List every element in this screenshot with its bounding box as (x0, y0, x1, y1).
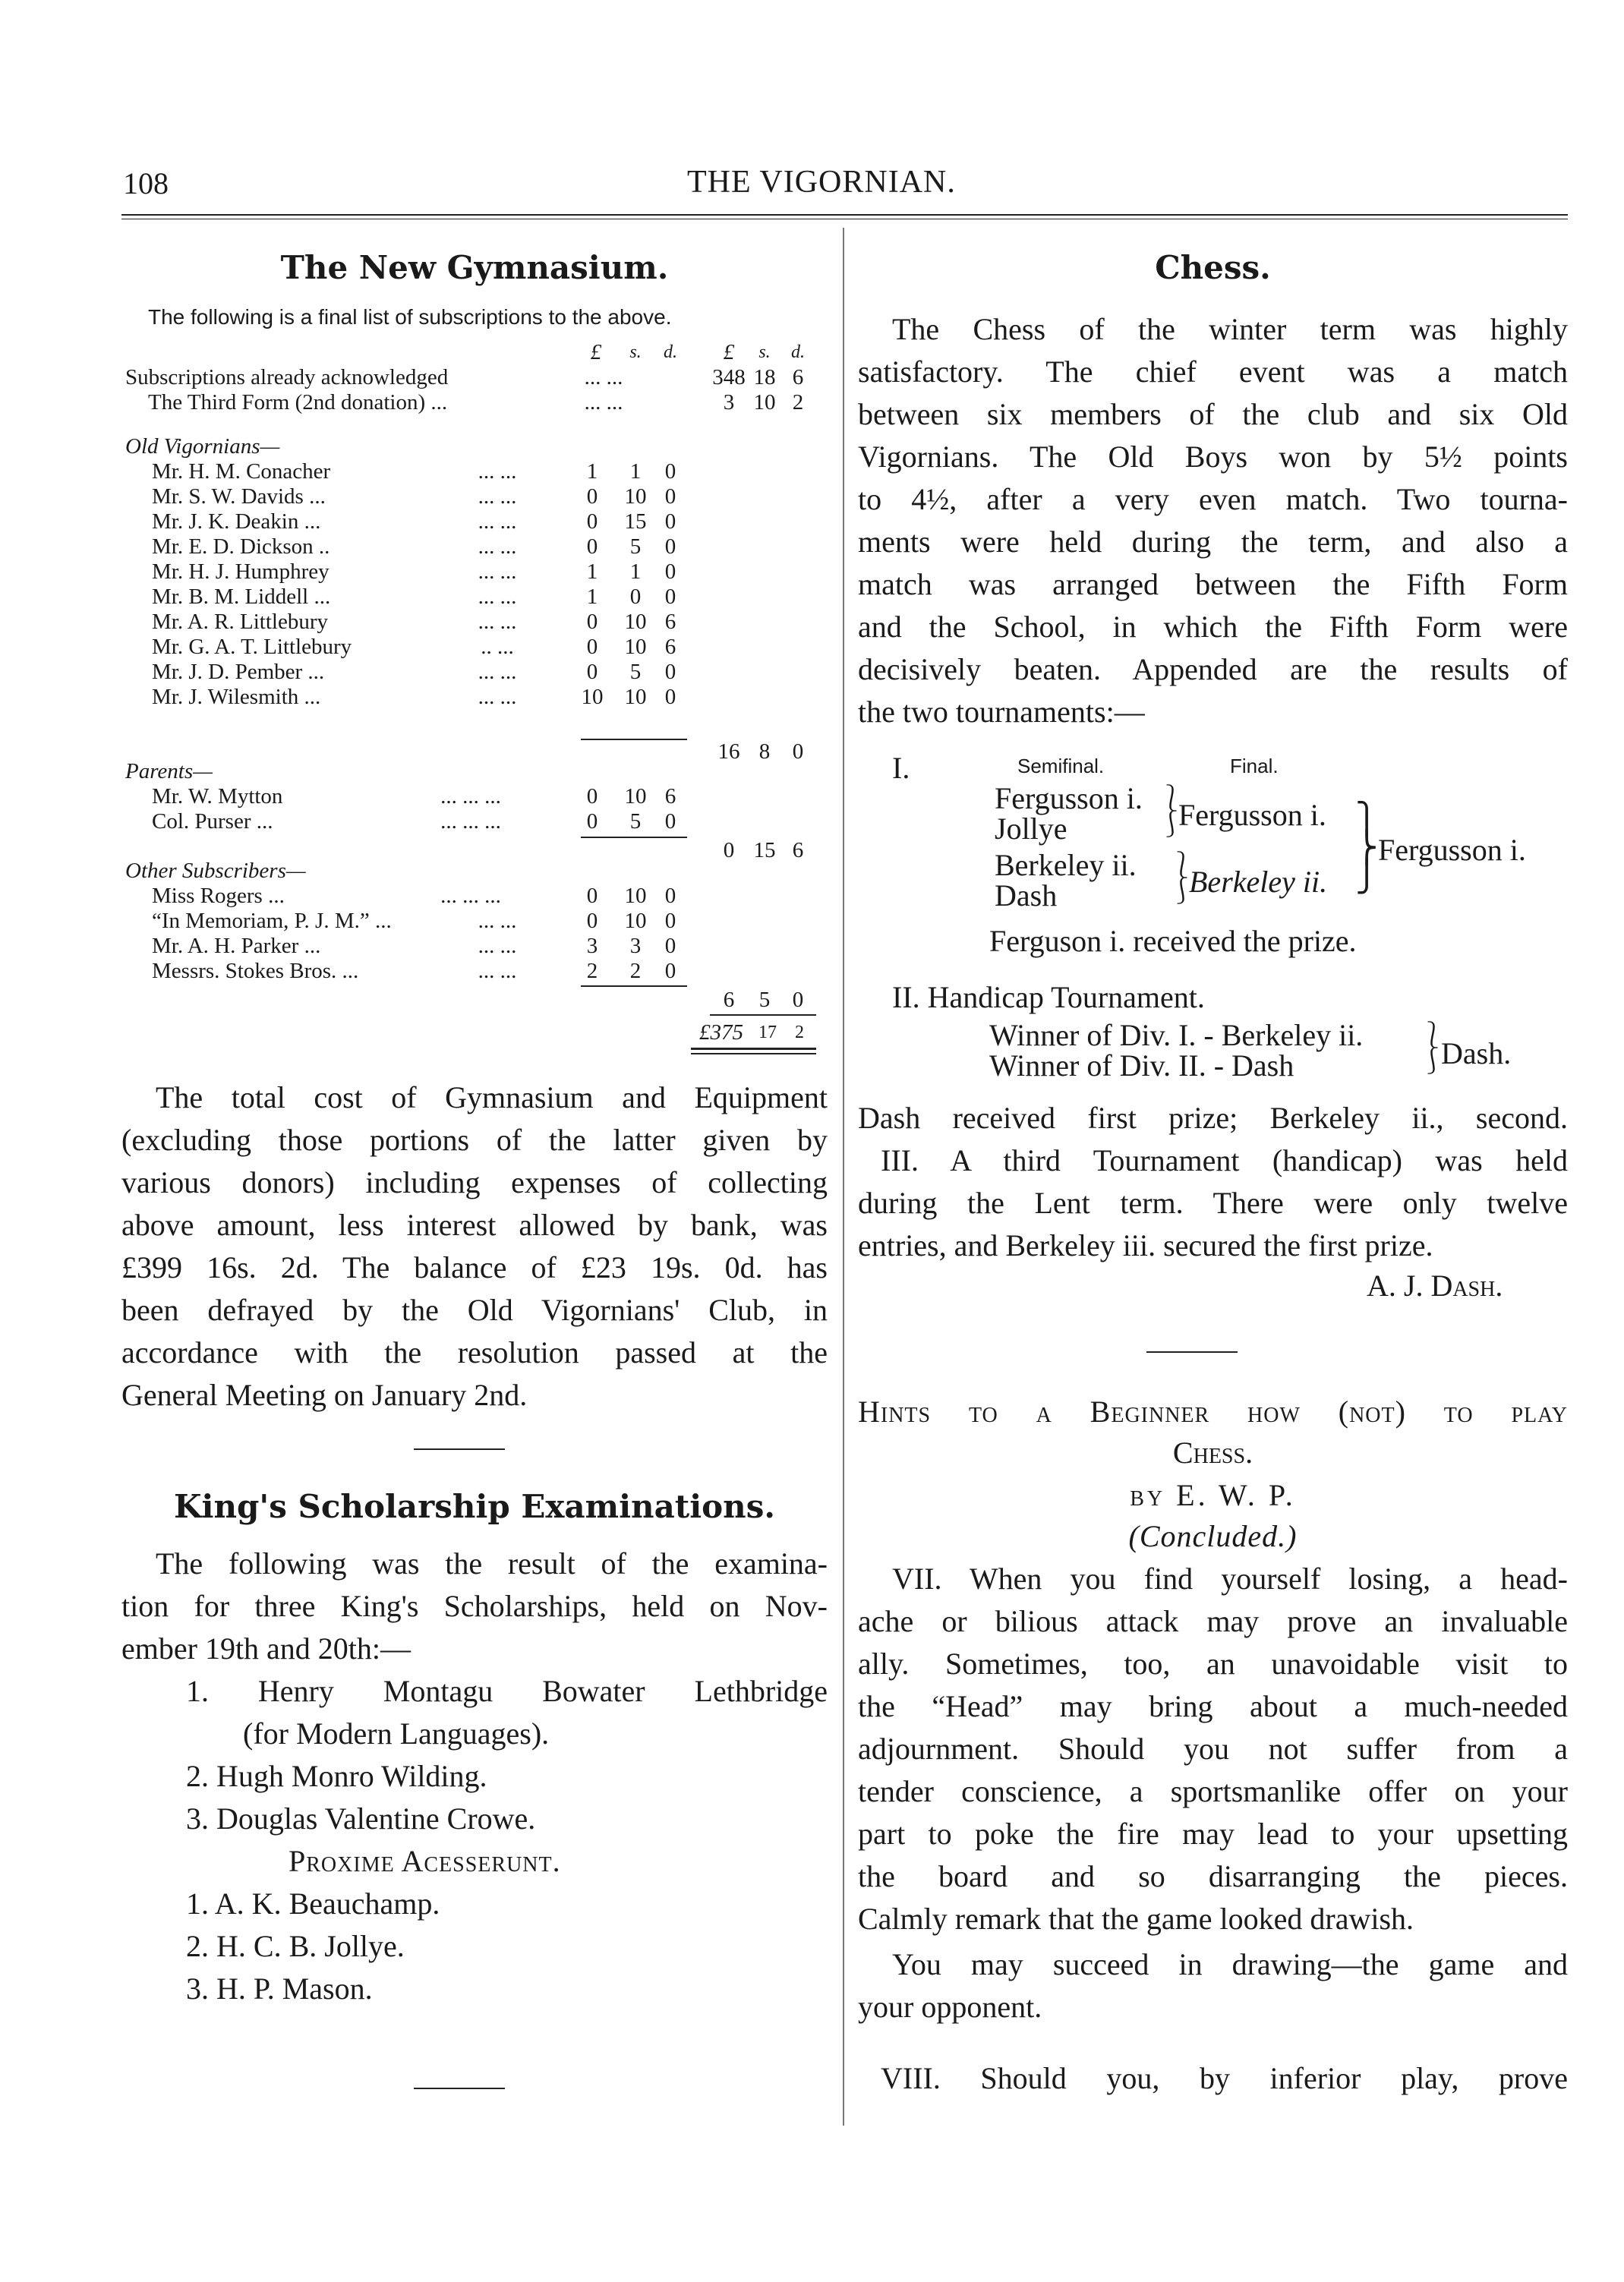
tournament-one (858, 750, 1568, 970)
table-row: Mr. J. K. Deakin ... ... ... 0 15 0 (152, 509, 676, 534)
hints-paragraph-two: You may succeed in drawing—the game and your opponent. (858, 1947, 1568, 2024)
table-row: Mr. B. M. Liddell ... ... ... 1 0 0 (152, 585, 676, 609)
bracket-brace: ⎱ ⎰ (1420, 1022, 1446, 1076)
table-row: Subscriptions already acknowledged ... ... 348 18 6 (125, 365, 804, 389)
header-rule (121, 214, 1568, 216)
hints-paragraph-one: VII. When you find yourself losing, a head- ache or bilious attack may prove an invaluable ally. Sometimes, too, an unavoidable visit to the “Head” may bring about a much-needed adjournment. Should you not suffer from a tender conscience, a sportsmanlike offer on your part to poke the fire may lead to your upsetting the board and so disarranging the pieces. Calmly remark that the game looked drawish. (858, 1562, 1568, 1936)
player: Berkeley ii. (995, 848, 1137, 882)
bracket-brace: ⎱ ⎰ (1169, 852, 1195, 906)
handicap-note: Dash received first prize; Berkeley ii., second. III. A third Tournament (handicap) was held during the Lent term. There were only twelve entries, and Berkeley iii. secured the first prize. (858, 1101, 1568, 1262)
total-double-rule (691, 1053, 816, 1054)
scholarship-intro: The following was the result of the examina- tion for three King's Scholarships, held on Nov- ember 19th and 20th:— (121, 1546, 828, 1666)
hints-paragraph-three: VIII. Should you, by inferior play, prove (881, 2061, 1568, 2095)
page-number: 108 (123, 166, 169, 200)
final-winner: Fergusson i. (1378, 833, 1526, 867)
player: Dash (995, 878, 1058, 912)
total-double-rule (691, 1048, 816, 1050)
division-winner: Winner of Div. I. - Berkeley ii. (989, 1018, 1364, 1052)
section-divider (1146, 1351, 1238, 1353)
table-row: Mr. A. H. Parker ... ... ... 3 3 0 (152, 934, 676, 958)
gymnasium-title: The New Gymnasium. (280, 249, 669, 286)
bracket-brace: ⎱ ⎰ (1159, 785, 1184, 839)
total-rule (710, 1014, 816, 1016)
table-row: Messrs. Stokes Bros. ... ... ... 2 2 0 (152, 959, 676, 983)
semifinal-label: Semifinal. (1017, 755, 1105, 777)
running-title: THE VIGORNIAN. (687, 165, 956, 200)
subscriptions-table (125, 340, 828, 1092)
gymnasium-intro: The following is a final list of subscriptions to the above. (148, 305, 672, 329)
group-heading: Other Subscribers— (125, 859, 306, 883)
table-row: Mr. E. D. Dickson .. ... ... 0 5 0 (152, 534, 676, 559)
subtotal-parents: 0 15 6 (723, 838, 804, 862)
player: Fergusson i. (995, 781, 1143, 815)
scholarship-results: 1. Henry Montagu Bowater Lethbridge (for Modern Languages). 2. Hugh Monro Wilding. 3. Douglas Valentine Crowe. Proxime Acesserunt. 1. A. K. Beauchamp. 2. H. C. B. Jollye. 3. H. P. Mason. (186, 1674, 828, 2006)
column-divider (843, 228, 844, 2126)
hints-title-line2: Chess. (1172, 1436, 1253, 1470)
group-heading: Old Vigornians— (125, 434, 280, 459)
table-row: Mr. A. R. Littlebury ... ... 0 10 6 (152, 610, 676, 634)
subtotal-old-vigornians: 16 8 0 (717, 739, 804, 764)
col-head-shillings-2: s. (758, 342, 771, 362)
tournament-numeral: I. (892, 751, 910, 785)
semifinal-winner: Fergusson i. (1178, 798, 1326, 832)
grand-total: £375 17 2 (699, 1020, 804, 1045)
col-head-shillings: s. (629, 342, 642, 362)
col-head-pence: d. (664, 342, 677, 362)
chess-title: Chess. (1155, 249, 1271, 286)
table-row: Mr. H. M. Conacher ... ... 1 1 0 (152, 459, 676, 484)
handicap-winner: Dash. (1441, 1036, 1512, 1070)
chess-paragraph: The Chess of the winter term was highly satisfactory. The chief event was a match between six members of the club and six Old Vigornians. The Old Boys won by 5½ points to 4½, after a very even match. Two tourna- ments were held during the term, and also a match was arranged between the Fifth Form and the School, in which the Fifth Form were decisively beaten. Appended are the results of the two tournaments:— (858, 312, 1568, 729)
col-head-pounds: £ (590, 340, 602, 364)
chess-signature: A. J. Dash. (1367, 1269, 1503, 1303)
table-row: Mr. J. D. Pember ... ... ... 0 5 0 (152, 660, 676, 684)
group-old-vigornians (125, 459, 828, 710)
semifinal-winner: Berkeley ii. (1189, 865, 1328, 899)
scholarship-title: King's Scholarship Examinations. (174, 1488, 775, 1525)
subtotal-other: 6 5 0 (723, 988, 804, 1012)
table-row: Mr. J. Wilesmith ... ... ... 10 10 0 (152, 685, 676, 709)
section-divider (414, 2088, 505, 2089)
table-row: Mr. G. A. T. Littlebury .. ... 0 10 6 (152, 635, 676, 659)
gymnasium-paragraph: The total cost of Gymnasium and Equipment (excluding those portions of the latter given by various donors) including expenses of collecting above amount, less interest allowed by bank, was £399 16s. 2d. The balance of £23 19s. 0d. has been defrayed by the Old Vigornians' Club, in accordance with the resolution passed at the General Meeting on January 2nd. (121, 1080, 828, 1412)
tournament-heading: II. Handicap Tournament. (892, 980, 1205, 1014)
col-head-pence-2: d. (791, 342, 805, 362)
table-row: Mr. H. J. Humphrey ... ... 1 1 0 (152, 559, 676, 584)
table-row: Mr. S. W. Davids ... ... ... 0 10 0 (152, 484, 676, 509)
final-label: Final. (1230, 755, 1279, 777)
table-row: Miss Rogers ... ... ... ... 0 10 0 (152, 884, 676, 908)
table-row: The Third Form (2nd donation) ... ... ... 3 10 2 (148, 390, 804, 414)
hints-byline: by E. W. P. (1130, 1478, 1296, 1512)
player: Jollye (995, 812, 1067, 846)
bracket-brace: ⎫ ⎬ ⎭ (1355, 802, 1378, 894)
section-divider (414, 1448, 505, 1450)
tournament-note: Ferguson i. received the prize. (989, 924, 1357, 958)
group-heading: Parents— (125, 759, 213, 783)
col-head-pounds-2: £ (723, 340, 735, 364)
hints-concluded: (Concluded.) (1128, 1519, 1298, 1553)
table-row: Col. Purser ... ... ... ... 0 5 0 (152, 809, 676, 834)
table-row: “In Memoriam, P. J. M.” ... ... ... 0 10 0 (152, 909, 676, 933)
hints-title: Hints to a Beginner how (not) to play (858, 1395, 1568, 1429)
division-winner: Winner of Div. II. - Dash (989, 1048, 1294, 1083)
table-row: Mr. W. Mytton ... ... ... 0 10 6 (152, 784, 676, 808)
